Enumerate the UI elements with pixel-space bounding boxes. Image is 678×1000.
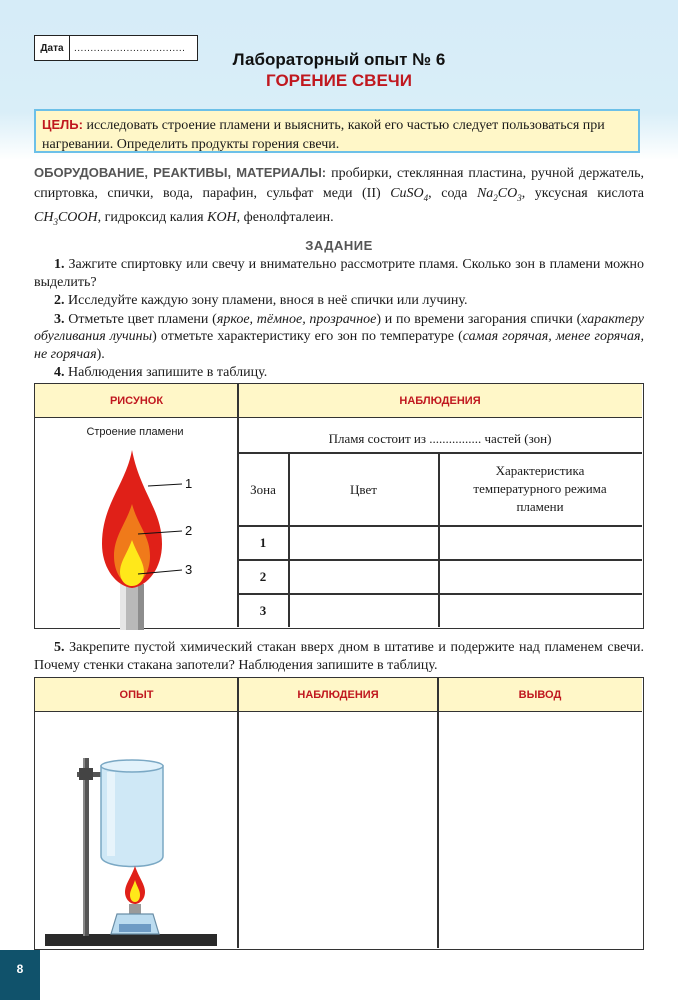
subheader-color: Цвет [350,482,377,497]
goal-text: исследовать строение пламени и выяснить, какой его частью следует пользоваться при нагревании. Определить продукты горения свечи. [42,118,605,152]
date-label: Дата [35,36,70,60]
goal-box [34,109,640,153]
header-experiment: ОПЫТ [35,678,238,712]
flame-label-2: 2 [185,523,193,538]
goal-label: ЦЕЛЬ: [42,117,83,132]
step-1: 1. Зажгите спиртовку или свечу и внимательно рассмотрите пламя. Сколько зон в пламени можно выделить? [34,257,645,290]
header-observations-2: НАБЛЮДЕНИЯ [238,678,438,712]
header-figure: РИСУНОК [35,384,238,418]
question-5: 5. Закрепите пустой химический стакан вверх дном в штативе и подержите над пламенем свечи. Почему стенки стакана запотели? Наблюдения запишите в таблицу. [34,640,645,673]
equipment-text-5: , фенолфталеин. [236,209,334,225]
equipment-paragraph [34,163,644,232]
formula-ch3cooh: $CH_3COOH$ [34,209,98,227]
step-4: 4. Наблюдения запишите в таблицу. [54,365,268,380]
subheader-zone: Зона [250,482,276,497]
equipment-label: ОБОРУДОВАНИЕ, РЕАКТИВЫ, МАТЕРИАЛЫ: [34,165,327,180]
flame-label-3: 3 [185,562,193,577]
step-2: 2. Исследуйте каждую зону пламени, внося в неё спички или лучину. [54,293,468,308]
formula-cuso4: CuSO$_4$ [390,186,429,203]
step-3: 3. Отметьте цвет пламени (яркое, тёмное, прозрачное) и по времени загорания спички (характеру обугливания лучины) отметьте характеристику его зон по температуре (самая горячая, менее горячая, не горячая). [34,311,645,362]
date-blank: .................................. [74,42,186,54]
header-conclusion: ВЫВОД [438,678,642,712]
header-observations: НАБЛЮДЕНИЯ [238,384,642,418]
formula-koh: KOH [207,209,237,225]
experiment-table [34,677,644,950]
page-subtitle: ГОРЕНИЕ СВЕЧИ [266,71,412,90]
zone-row-2: 2 [259,569,267,584]
subheader-temperature: Характеристика температурного режима пламени [473,463,607,514]
figure-caption: Строение пламени [86,426,184,438]
flame-diagram [90,444,230,630]
equipment-text-2: , сода [428,186,468,201]
zone-count-prompt: Пламя состоит из ................ частей (зон) [328,431,552,446]
task-steps [34,256,644,383]
task-heading: ЗАДАНИЕ [305,238,373,253]
zone-row-1: 1 [259,535,267,550]
equipment-text-3: , уксусная кислота [521,186,645,201]
page-title: Лабораторный опыт № 6 [232,50,446,69]
page-number: 8 [0,950,40,1000]
equipment-text-4: , гидроксид калия [97,209,204,225]
flame-observation-table [34,383,644,629]
flame-label-1: 1 [185,476,193,491]
beaker-over-candle-diagram [43,738,223,948]
zone-row-3: 3 [259,603,267,618]
stand-base [45,934,217,946]
formula-na2co3: $Na_2CO_3$ [476,186,522,203]
equipment-text-1: пробирки, стеклянная пластина, ручной держатель, спиртовка, спички, вода, парафин, сульфат меди (II) [34,166,644,201]
burner-neck [129,904,141,914]
